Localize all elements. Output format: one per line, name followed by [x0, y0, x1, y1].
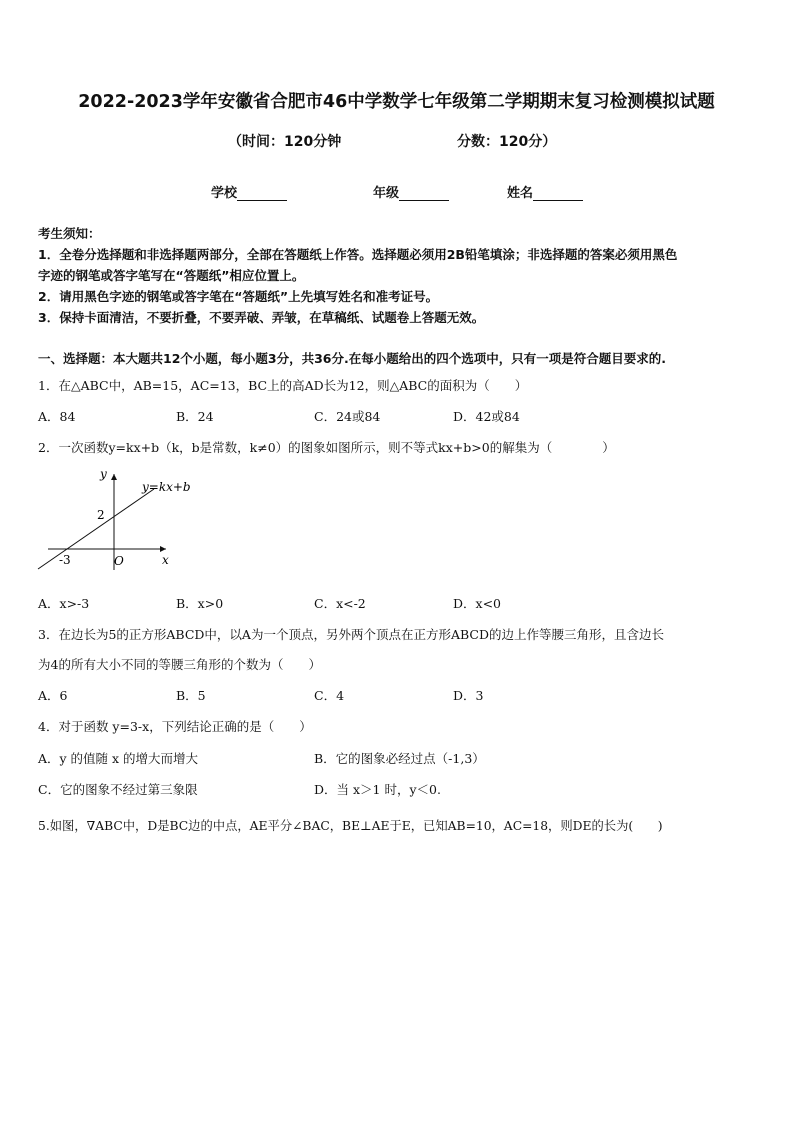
q3-option-c: C．4 [314, 688, 345, 703]
grade-label: 年级 [373, 186, 400, 201]
notice-line-2: 2．请用黑色字迹的钢笔或答字笔在“答题纸”上先填写姓名和准考证号。 [38, 289, 439, 304]
name-label: 姓名 [507, 186, 534, 201]
name-blank [533, 187, 583, 201]
school-label: 学校 [211, 186, 238, 201]
name-field [507, 182, 583, 201]
x-axis-arrow-icon [160, 546, 166, 552]
y-axis-label: y [100, 467, 107, 481]
q1-option-a: A．84 [38, 409, 76, 424]
q1-stem: 1．在△ABC中，AB=15，AC=13，BC上的高AD长为12，则△ABC的面积为（ ） [38, 378, 528, 393]
notice-heading: 考生须知： [38, 226, 101, 241]
q2-function-graph [36, 462, 191, 574]
q2-option-b: B．x>0 [176, 596, 224, 611]
grade-field [373, 182, 449, 201]
q2-option-d: D．x<0 [453, 596, 501, 611]
function-line [38, 489, 154, 569]
exam-time: （时间：120分钟 [228, 134, 342, 150]
q4-option-b: B．它的图象必经过点（-1,3） [314, 751, 485, 766]
q3-option-b: B．5 [176, 688, 206, 703]
x-intercept-label: -3 [59, 553, 71, 567]
origin-label: O [114, 554, 124, 568]
grade-blank [399, 187, 449, 201]
q3-stem-line-2: 为4的所有大小不同的等腰三角形的个数为（ ） [38, 657, 321, 672]
q4-stem: 4．对于函数 y=3-x，下列结论正确的是（ ） [38, 719, 312, 734]
q3-stem-line-1: 3．在边长为5的正方形ABCD中，以A为一个顶点，另外两个顶点在正方形ABCD的边上作等腰三角形，且含边长 [38, 627, 664, 642]
exam-score: 分数：120分） [457, 134, 557, 150]
q5-stem: 5.如图，∇ABC中，D是BC边的中点，AE平分∠BAC，BE⊥AE于E，已知AB=10，AC=18，则DE的长为( ) [38, 819, 663, 833]
q2-option-a: A．x>-3 [38, 596, 90, 611]
q2-stem: 2．一次函数y=kx+b（k，b是常数，k≠0）的图象如图所示，则不等式kx+b>0的解集为（ ） [38, 440, 615, 455]
line-equation-label: y=kx+b [142, 480, 191, 494]
q1-option-c: C．24或84 [314, 409, 381, 424]
school-field [211, 182, 287, 201]
q3-option-d: D．3 [453, 688, 484, 703]
x-axis-label: x [162, 553, 169, 567]
q1-option-d: D．42或84 [453, 409, 520, 424]
q4-option-c: C．它的图象不经过第三象限 [38, 782, 198, 797]
notice-line-1b: 字迹的钢笔或答字笔写在“答题纸”相应位置上。 [38, 268, 305, 283]
page-title: 2022-2023学年安徽省合肥市46中学数学七年级第二学期期末复习检测模拟试题 [78, 92, 715, 112]
q1-option-b: B．24 [176, 409, 214, 424]
q4-option-d: D．当 x＞1 时，y＜0. [314, 782, 441, 797]
y-axis-arrow-icon [111, 474, 117, 480]
notice-line-3: 3．保持卡面清洁，不要折叠，不要弄破、弄皱，在草稿纸、试题卷上答题无效。 [38, 310, 485, 325]
q2-option-c: C．x<-2 [314, 596, 366, 611]
notice-line-1a: 1．全卷分选择题和非选择题两部分，全部在答题纸上作答。选择题必须用2B铅笔填涂；非选择题的答案必须用黑色 [38, 247, 678, 262]
y-intercept-label: 2 [97, 508, 105, 522]
q3-option-a: A．6 [38, 688, 68, 703]
q4-option-a: A．y 的值随 x 的增大而增大 [38, 751, 199, 766]
section-heading: 一、选择题：本大题共12个小题，每小题3分，共36分.在每小题给出的四个选项中，只有一项是符合题目要求的. [38, 351, 666, 366]
school-blank [237, 187, 287, 201]
